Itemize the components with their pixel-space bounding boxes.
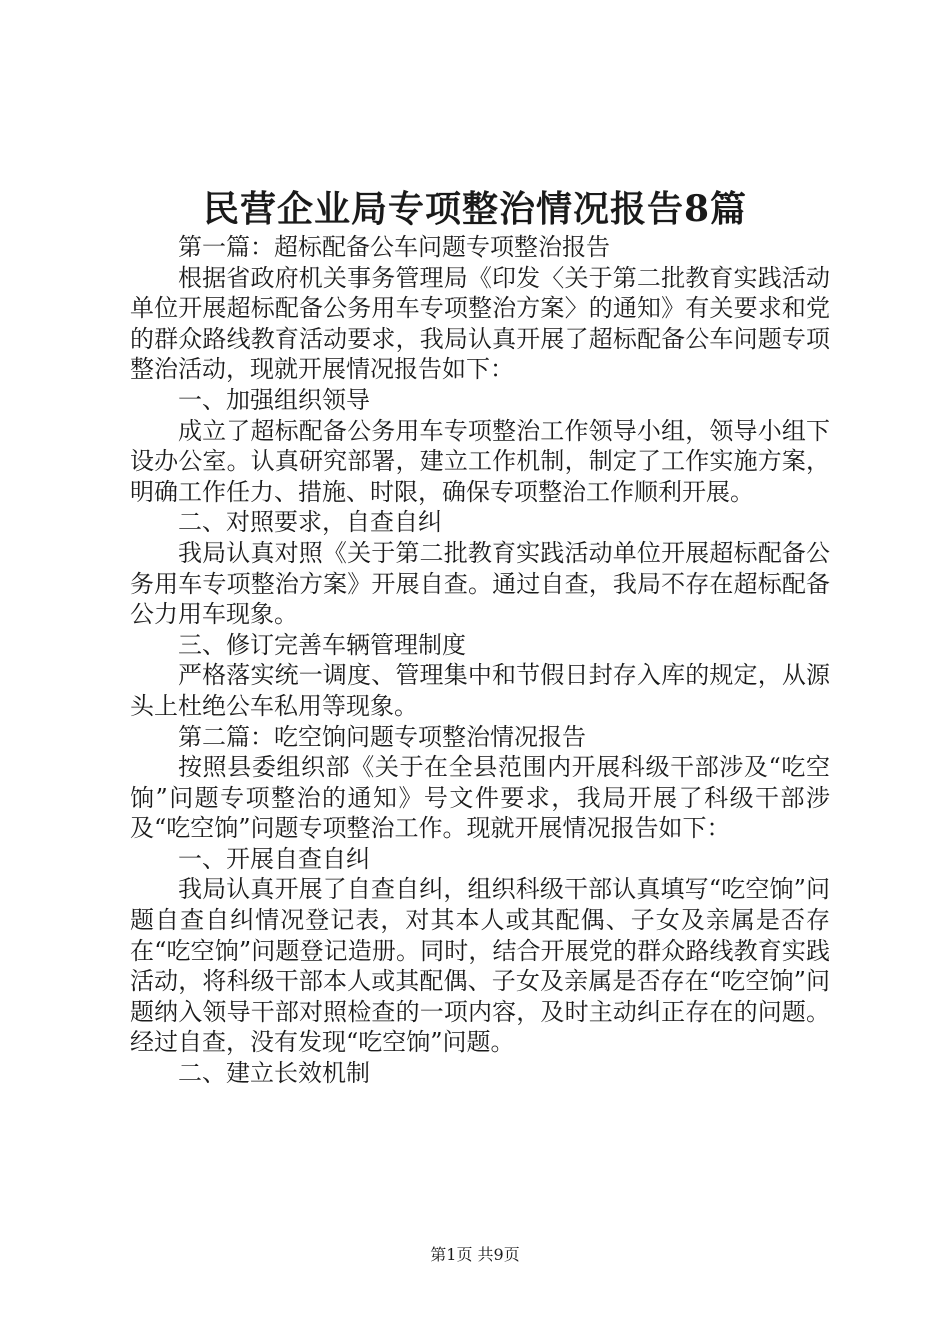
document-title: 民营企业局专项整治情况报告8篇: [202, 188, 748, 230]
part-two-heading: 第二篇：吃空饷问题专项整治情况报告: [178, 722, 586, 751]
section-heading: 二、对照要求，自查自纠: [178, 508, 442, 537]
paragraph: 我局认真开展了自查自纠，组织科级干部认真填写“吃空饷”问题自查自纠情况登记表，对其本人或其配偶、子女及亲属是否存在“吃空饷”问题登记造册。同时，结合开展党的群众路线教育实践活动，将科级干部本人或其配偶、子女及亲属是否存在“吃空饷”问题纳入领导干部对照检查的一项内容，及时主动纠正存在的问题。经过自查，没有发现“吃空饷”问题。: [130, 875, 830, 1057]
section-heading: 一、加强组织领导: [178, 385, 370, 414]
section-heading: 一、开展自查自纠: [178, 844, 370, 873]
section-heading: 三、修订完善车辆管理制度: [178, 630, 466, 659]
part-one-heading: 第一篇：超标配备公车问题专项整治报告: [178, 233, 610, 261]
section-heading: 二、建立长效机制: [178, 1059, 370, 1088]
paragraph: 成立了超标配备公务用车专项整治工作领导小组，领导小组下设办公室。认真研究部署，建立工作机制，制定了工作实施方案，明确工作任力、措施、时限，确保专项整治工作顺利开展。: [130, 416, 830, 506]
paragraph: 按照县委组织部《关于在全县范围内开展科级干部涉及“吃空饷”问题专项整治的通知》号文件要求，我局开展了科级干部涉及“吃空饷”问题专项整治工作。现就开展情况报告如下：: [130, 753, 830, 843]
paragraph: 我局认真对照《关于第二批教育实践活动单位开展超标配备公务用车专项整治方案》开展自查。通过自查，我局不存在超标配备公力用车现象。: [130, 538, 830, 629]
paragraph: 严格落实统一调度、管理集中和节假日封存入库的规定，从源头上杜绝公车私用等现象。: [130, 661, 830, 720]
paragraph: 根据省政府机关事务管理局《印发〈关于第二批教育实践活动单位开展超标配备公务用车专项整治方案〉的通知》有关要求和党的群众路线教育活动要求，我局认真开展了超标配备公车问题专项整治活动，现就开展情况报告如下：: [130, 263, 830, 384]
page-footer: 第1页 共9页: [430, 1245, 520, 1264]
document-body: [130, 232, 830, 1089]
